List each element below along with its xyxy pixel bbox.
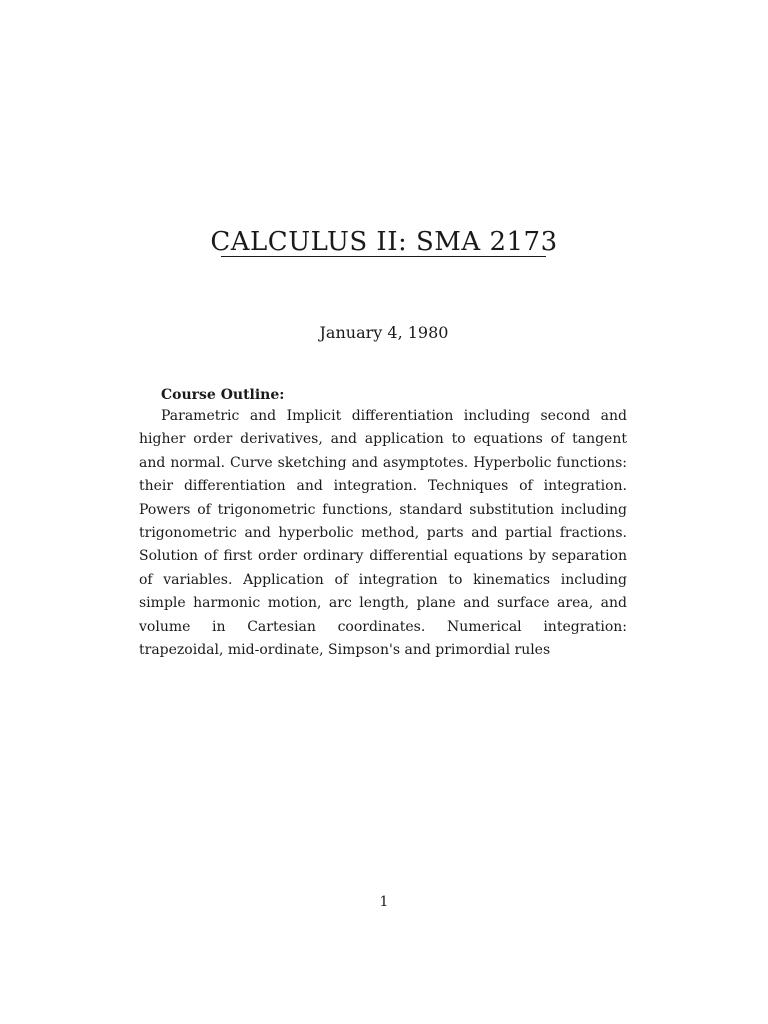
title-underline (221, 256, 546, 257)
page-number: 1 (379, 894, 389, 910)
document-date: January 4, 1980 (319, 323, 449, 342)
document-title: CALCULUS II: SMA 2173 (210, 227, 558, 257)
course-outline-text: Parametric and Implicit differentiation including second and higher order derivatives, and application to equations of tangent and normal. Curve sketching and asymptotes. Hyperbolic functions: their differentiation and integration. Techniques of integration. Powers of trigonometric functions, standard substitution including trigonometric and hyperbolic method, parts and partial fractions. Solution of first order ordinary differential equations by separation of variables. Application of integration to kinematics including simple harmonic motion, arc length, plane and surface area, and volume in Cartesian coordinates. Numerical integration: trapezoidal, mid-ordinate, Simpson's and primordial rules (139, 408, 627, 659)
course-outline-heading: Course Outline: (161, 387, 285, 403)
